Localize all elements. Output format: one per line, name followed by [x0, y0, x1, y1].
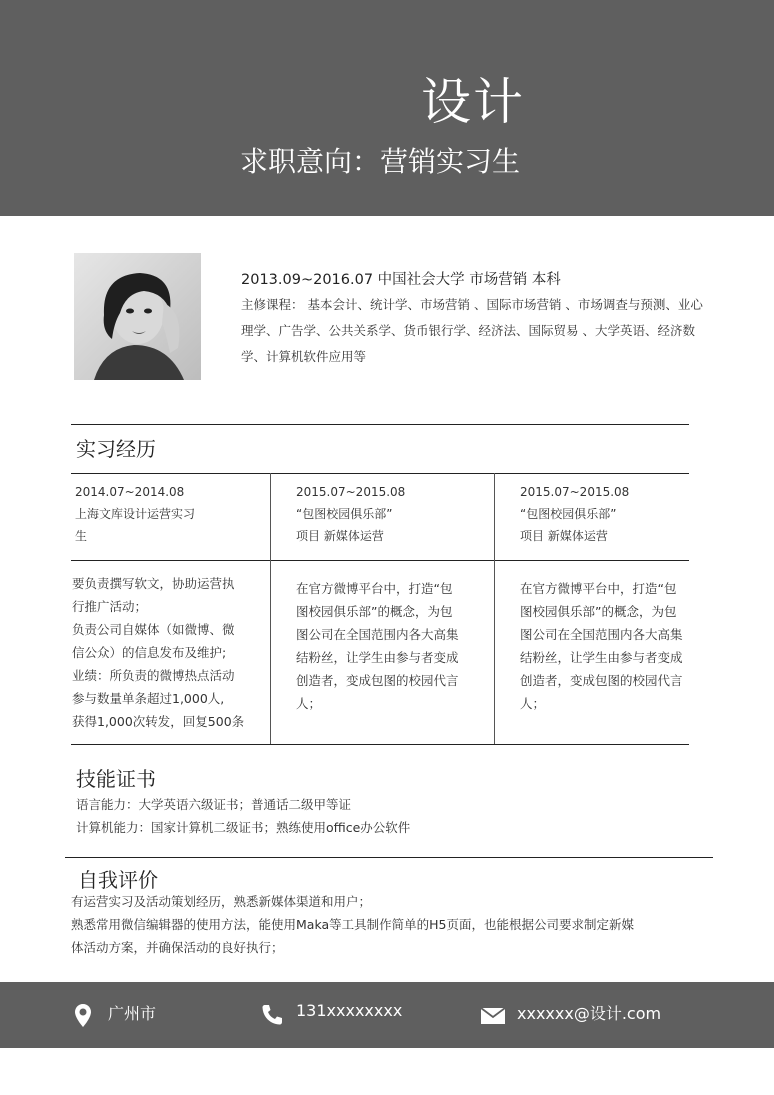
- skill-line: 语言能力：大学英语六级证书；普通话二级甲等证: [76, 797, 352, 812]
- self-eval-title: 自我评价: [78, 868, 158, 892]
- internship-line: 业绩：所负责的微博热点活动: [72, 668, 235, 683]
- internship-line: 创造者，变成包图的校园代言: [520, 673, 683, 688]
- self-eval-line: 有运营实习及活动策划经历，熟悉新媒体渠道和用户；: [71, 894, 372, 909]
- self-eval-body: [71, 890, 711, 959]
- contact-city: 广州市: [108, 1004, 157, 1023]
- internship-line: 人；: [520, 696, 546, 711]
- internship-col-2-head: [296, 481, 486, 547]
- internship-period: 2015.07~2015.08: [520, 485, 630, 499]
- candidate-name: 设计: [421, 73, 525, 131]
- internship-line: 结粉丝，让学生由参与者变成: [520, 650, 683, 665]
- internship-org: “包图校园俱乐部”: [296, 507, 393, 521]
- portrait-photo-icon: [74, 253, 201, 380]
- location-pin-icon: [74, 1003, 96, 1029]
- internship-org: 上海文库设计运营实习: [75, 507, 196, 521]
- internship-line: 图校园俱乐部”的概念，为包: [520, 604, 677, 619]
- internship-period: 2014.07~2014.08: [75, 485, 185, 499]
- self-eval-line: 熟悉常用微信编辑器的使用方法，能使用Maka等工具制作简单的H5页面，也能根据公司要求制定新媒: [71, 917, 634, 932]
- phone-icon: [260, 1003, 282, 1029]
- internship-col-2-body: [296, 577, 492, 715]
- divider: [71, 560, 689, 561]
- education-title: 2013.09~2016.07 中国社会大学 市场营销 本科: [241, 272, 561, 288]
- internship-line: 参与数量单条超过1,000人,: [72, 691, 225, 706]
- internship-line: 图公司在全国范围内各大高集: [296, 627, 459, 642]
- divider: [65, 857, 713, 858]
- internship-line: 图校园俱乐部”的概念，为包: [296, 604, 453, 619]
- internship-org: 生: [75, 529, 88, 543]
- internship-col-1-head: [75, 481, 265, 547]
- internship-line: 要负责撰写软文，协助运营执: [72, 576, 235, 591]
- internship-org: 项目 新媒体运营: [520, 529, 608, 543]
- internship-line: 行推广活动；: [72, 599, 148, 614]
- internship-line: 信公众）的信息发布及维护;: [72, 645, 227, 660]
- divider: [71, 744, 689, 745]
- internship-line: 获得1,000次转发，回复500条: [72, 714, 245, 729]
- internship-org: “包图校园俱乐部”: [520, 507, 617, 521]
- mail-icon: [480, 1006, 502, 1032]
- education-courses: 主修课程： 基本会计、统计学、市场营销 、国际市场营销 、市场调查与预测、业心理学、广告学、公共关系学、货币银行学、经济法、国际贸易 、大学英语、经济数学、计算机软件应用等: [241, 297, 703, 364]
- job-intent: 求职意向：营销实习生: [240, 145, 521, 178]
- self-eval-line: 体活动方案，并确保活动的良好执行；: [71, 940, 284, 955]
- internship-org: 项目 新媒体运营: [296, 529, 384, 543]
- internship-line: 在官方微博平台中，打造“包: [520, 581, 677, 596]
- column-divider: [270, 473, 271, 744]
- internship-period: 2015.07~2015.08: [296, 485, 406, 499]
- contact-email: xxxxxx@设计.com: [517, 1004, 662, 1023]
- internship-col-1-body: [72, 572, 268, 733]
- internship-line: 创造者，变成包图的校园代言: [296, 673, 459, 688]
- internship-line: 人；: [296, 696, 322, 711]
- internship-line: 在官方微博平台中，打造“包: [296, 581, 453, 596]
- internship-col-3-body: [520, 577, 716, 715]
- divider: [71, 424, 689, 425]
- skill-line: 计算机能力：国家计算机二级证书；熟练使用office办公软件: [76, 820, 411, 835]
- internship-line: 负责公司自媒体（如微博、微: [72, 622, 235, 637]
- internship-line: 图公司在全国范围内各大高集: [520, 627, 683, 642]
- internship-title: 实习经历: [76, 437, 156, 461]
- contact-phone: 131xxxxxxxx: [296, 1001, 403, 1020]
- internship-col-3-head: [520, 481, 700, 547]
- skills-title: 技能证书: [76, 767, 156, 791]
- column-divider: [494, 473, 495, 744]
- internship-line: 结粉丝，让学生由参与者变成: [296, 650, 459, 665]
- divider: [71, 473, 689, 474]
- profile-photo: [74, 253, 201, 380]
